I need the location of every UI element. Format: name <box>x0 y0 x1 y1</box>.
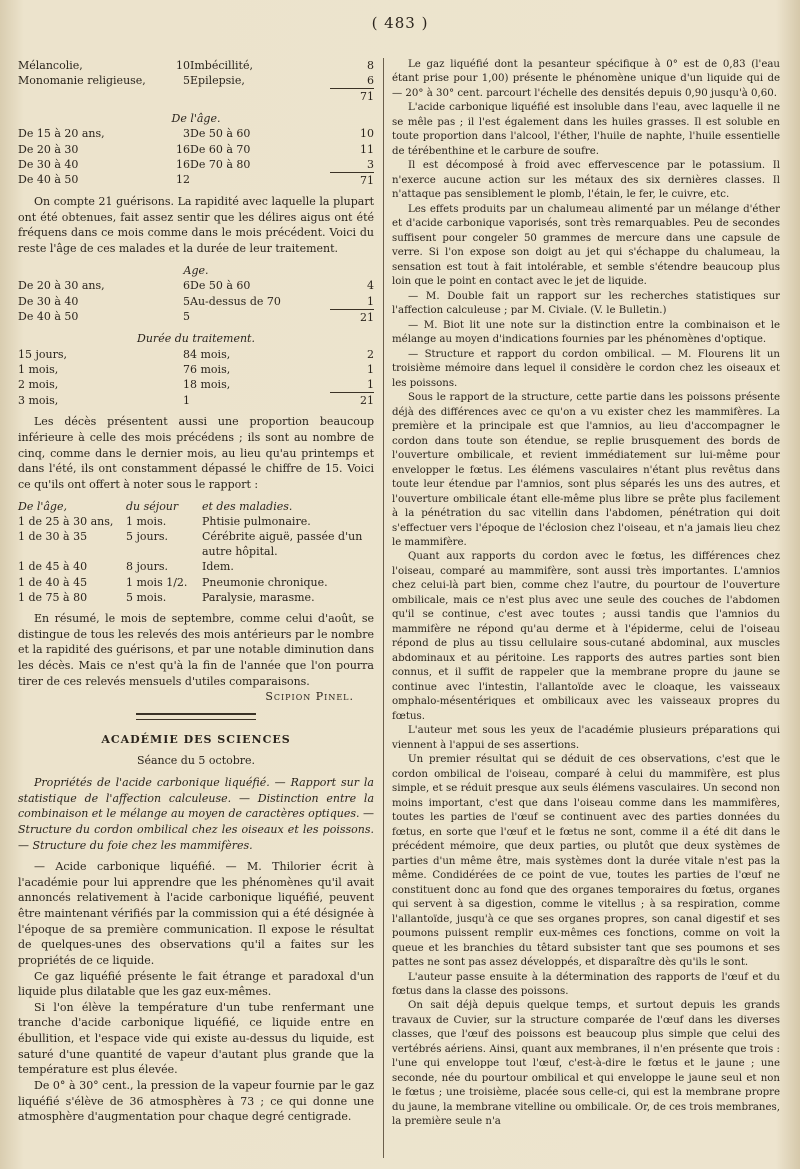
table-row <box>18 278 374 293</box>
table-cell: 6 mois, <box>190 362 231 376</box>
table-row <box>18 347 374 362</box>
table-cell: Paralysie, marasme. <box>202 590 315 604</box>
paragraph-temperature: Si l'on élève la température d'un tube renfermant une tranche d'acide carbonique liquéfié, ce liquide entre en ébullition, et l'espace vide qui existe au-dessus du liquide, est saturé d'une quantité de vapeur d'autant plus grande que la température est plus élevée. <box>18 1000 374 1077</box>
seance-date: Séance du 5 octobre. <box>136 754 256 768</box>
table-cell: 1 <box>367 362 374 376</box>
table-row <box>18 559 374 574</box>
table-cell: Cérébrite aiguë, passée d'un autre hôpital. <box>202 530 363 559</box>
table-cell: 8 <box>367 59 374 72</box>
table-cell: 3 <box>367 157 374 171</box>
paragraph: L'auteur met sous les yeux de l'académie plusieurs préparations qui viennent à l'appui de ses assertions. <box>392 725 780 751</box>
table-cell: Au-dessus de 70 <box>190 294 281 308</box>
table-row <box>18 89 374 105</box>
table-cell: 8 <box>183 347 190 361</box>
table-cell: Epilepsie, <box>190 74 245 88</box>
table-cell: De 20 à 30 ans, <box>18 279 105 293</box>
table-cell: 4 <box>367 279 374 293</box>
table-cell <box>190 89 330 105</box>
table-cell: 5 mois. <box>126 590 167 604</box>
paragraph-resume: En résumé, le mois de septembre, comme celui d'août, se distingue de tous les relevés des mois antérieurs par le nombre et la rapidité des guérisons, et par une notable diminution dans les décès. Mais ce n'est qu'à la fin de l'année que l'on pourra tirer de ces relevés mensuels d'utiles comparaisons. <box>18 612 374 688</box>
section-ornament <box>136 713 256 720</box>
table-cell: 16 <box>176 157 190 171</box>
table-cell: 1 <box>367 378 374 391</box>
table-cell: Idem. <box>202 560 234 574</box>
table-cell: 3 <box>183 127 190 141</box>
table-cell: 11 <box>360 142 374 156</box>
table-row <box>18 294 374 310</box>
table-row <box>18 126 374 141</box>
table-row <box>18 362 374 377</box>
paragraph-gaz-dilatable: Ce gaz liquéfié présente le fait étrange et paradoxal d'un liquide plus dilatable que les gaz eux-mêmes. <box>18 969 374 999</box>
table-cell: 71 <box>330 172 374 188</box>
table-cell <box>190 393 330 409</box>
section-title-academie: ACADÉMIE DES SCIENCES <box>101 732 291 746</box>
paragraph: Le gaz liquéfié dont la pesanteur spécifique à 0° est de 0,83 (l'eau étant prise pour 1,00) présente le phénomène unique d'un liquide qui de — 20° à 30° cent. parcourt l'échelle des densités depuis 0,90 jusqu'à 0,60. <box>392 59 780 99</box>
table-cell: 12 <box>176 173 190 187</box>
paragraph: Quant aux rapports du cordon avec le fœtus, les différences chez l'oiseau, comparé au mammifère, sont aussi très importantes. L'amnios chez celui-là part bien, comme chez l'autre, du pourtour de l'ouverture ombilicale, mais ce n'est plus avec une seule des couches de l'abdomen qu'il se continue, c'est avec toutes ; aussi tandis que l'amnios du mammifère ne répond qu'au derme et à l'épiderme, celui de l'oiseau répond de plus au tissu cellulaire sous-cutané abdominal, aux muscles abdominaux et au péritoine. Les rapports des autres parties sont bien connus, et il suffit de rappeler que la membrane propre du jaune se continue avec l'intestin, l'allantoïde avec le cloaque, les vaisseaux omphalo-mésentériques et ombilicaux avec les vaisseaux propres du fœtus. <box>392 551 780 722</box>
stats-table-age-2 <box>18 278 374 325</box>
paragraph-deces: Les décès présentent aussi une proportion beaucoup inférieure à celle des mois précédens ; ils sont au nombre de cinq, comme dans le dernier mois, au lieu qu'au printemps et dans l'été, ils ont constamment dépassé le chiffre de 15. Voici ce qu'ils ont offert à noter sous le rapport : <box>18 415 374 491</box>
table-cell: 6 <box>367 74 374 88</box>
table-row <box>18 377 374 393</box>
table-cell: Imbécillité, <box>190 59 253 72</box>
table-cell: 15 jours, <box>18 347 68 361</box>
table-cell: 5 <box>183 310 190 324</box>
table-row <box>18 142 374 157</box>
table-cell: 1 <box>183 378 190 391</box>
table-cell: De 40 à 50 <box>18 173 79 187</box>
table-cell: 10 <box>360 127 374 141</box>
paragraph-acide-carbonique: — Acide carbonique liquéfié. — M. Thilorier écrit à l'académie pour lui apprendre que les phénomènes qu'il avait annoncés relativement à l'acide carbonique liquéfié, peuvent être maintenant vérifiés par la commission qui a été désignée à l'époque de sa première communication. Il expose le résultat de quelques-unes des observations qu'il a faites sur les propriétés de ce liquide. <box>18 860 374 967</box>
page-number: ( 483 ) <box>371 14 429 32</box>
table-cell: Pneumonie chronique. <box>202 575 328 589</box>
stats-table-age <box>18 126 374 188</box>
table-row <box>18 514 374 529</box>
table-cell: 1 <box>367 294 374 308</box>
deaths-head-stay: du séjour <box>126 499 179 513</box>
seance-summary: Propriétés de l'acide carbonique liquéfié. — Rapport sur la statistique de l'affection calculeuse. — Distinction entre la combinaison et le mélange au moyen de caractères optiques. — Structure du cordon ombilical chez les oiseaux et les poissons. — Structure du foie chez les mammifères. <box>18 776 374 852</box>
table-cell: De 40 à 50 <box>18 310 79 324</box>
table-cell: 21 <box>330 309 374 325</box>
table-cell <box>18 89 168 105</box>
table-cell: 2 mois, <box>18 378 59 391</box>
table-cell: 16 <box>176 142 190 156</box>
table-row <box>18 575 374 590</box>
table-cell: De 15 à 20 ans, <box>18 127 105 141</box>
table-cell: 6 <box>183 279 190 293</box>
table-cell <box>190 172 330 188</box>
paragraph: Sous le rapport de la structure, cette partie dans les poissons présente déjà des différences avec ce qu'on a vu exister chez les mammifères. La première et la principale est que l'amnios, au lieu d'accompagner le cordon dans toute son étendue, se replie brusquement des bords de l'ouverture ombilicale, et revient immédiatement sur lui-même pour envelopper le fœtus. Les élémens vasculaires n'étant plus revêtus dans toute leur étendue par l'amnios, sont plus séparés les uns des autres, et l'ouverture ombilicale étant elle-même plus libre se prête plus facilement à la pénétration du sac vitellin dans l'abdomen, pénétration qui doit s'effectuer vers l'époque de l'éclosion chez l'oiseau, et n'a jamais lieu chez le mammifère. <box>392 392 780 548</box>
table-row <box>18 172 374 188</box>
paragraph-pression: De 0° à 30° cent., la pression de la vapeur fournie par le gaz liquéfié s'élève de 36 atmosphères à 73 ; ce qui donne une atmosphère d'augmentation pour chaque degré centigrade. <box>18 1078 374 1124</box>
table-cell: 5 <box>183 294 190 308</box>
table-cell <box>168 89 190 105</box>
table-row <box>18 73 374 89</box>
right-column <box>392 58 780 1130</box>
table-cell: 1 de 30 à 35 <box>18 530 88 543</box>
column-divider <box>383 58 384 1158</box>
paragraph: Les effets produits par un chalumeau alimenté par un mélange d'éther et d'acide carbonique vaporisés, sont très remarquables. Peu de secondes suffisent pour congeler 50 grammes de mercure dans une capsule de verre. Si l'on expose son doigt au jet qui s'échappe du chalumeau, la sensation est tout à fait intolérable, et semble s'étendre beaucoup plus loin que le point en contact avec le jet de liquide. <box>392 203 780 288</box>
paragraph: On sait déjà depuis quelque temps, et surtout depuis les grands travaux de Cuvier, sur la structure comparée de l'œuf dans les diverses classes, que l'œuf des poissons est beaucoup plus simple que celui des vertébrés aériens. Ainsi, quant aux membranes, il n'en présente que trois : l'une qui enveloppe tout l'œuf, c'est-à-dire le fœtus et le jaune ; une seconde, née du pourtour ombilical et qui enveloppe le jaune seul et non le fœtus ; une troisième, placée sous celle-ci, qui est la membrane propre du jaune, la membrane vitelline ou ombilicale. Or, de ces trois membranes, la première seule n'a <box>392 1000 780 1128</box>
table-row <box>18 58 374 73</box>
table-cell: 1 de 40 à 45 <box>18 575 88 589</box>
table-cell: 3 mois, <box>18 393 59 407</box>
table-cell: Phtisie pulmonaire. <box>202 514 311 528</box>
deaths-head-disease: et des maladies. <box>202 499 293 513</box>
paragraph: — M. Double fait un rapport sur les recherches statistiques sur l'affection calculeuse ; par M. Civiale. (V. le Bulletin.) <box>392 290 780 317</box>
table-cell: 71 <box>330 89 374 105</box>
table-cell: 8 mois, <box>190 378 231 391</box>
table-title-duration: Durée du traitement. <box>137 331 255 345</box>
table-cell: 1 mois. <box>126 514 167 528</box>
table-cell: 4 mois, <box>190 347 231 361</box>
table-cell: 8 jours. <box>126 560 169 574</box>
table-row <box>18 590 374 605</box>
paragraph: Un premier résultat qui se déduit de ces observations, c'est que le cordon ombilical de l'oiseau, comparé à celui du mammifère, est plus simple, et se réduit presque aux seuls élémens vasculaires. Un second non moins important, c'est que dans l'oiseau comme dans les mammifères, toutes les parties de l'œuf se continuent avec des parties données du fœtus, en sorte que l'œuf et le fœtus ne sont, comme il a été dit dans le précédent mémoire, que deux parties, ou plutôt que deux systèmes de parties d'un même être, mais systèmes dont la durée vitale n'est pas la même. Condidérées de ce point de vue, toutes les parties de l'œuf ne constituent donc au fond que des organes temporaires du fœtus, organes qui servent à sa digestion, comme le vitellus ; à sa respiration, comme l'allantoïde, jusqu'à ce que ses organes propres, son canal digestif et ses poumons puissent remplir eux-mêmes ces fonctions, comme on voit la queue et les branchies du têtard subsister tant que ses poumons et ses pattes ne sont pas assez développés, et disparaître dès qu'ils le sont. <box>392 754 780 969</box>
table-cell: 1 <box>183 393 190 407</box>
paragraph-guerisons: On compte 21 guérisons. La rapidité avec laquelle la plupart ont été obtenues, fait assez sentir que les délires aigus ont été fréquens dans ce mois comme dans le mois précédent. Voici du reste l'âge de ces malades et la durée de leur traitement. <box>18 195 374 256</box>
stats-table-duration <box>18 347 374 409</box>
table-cell: 5 <box>183 74 190 88</box>
table-cell: 1 de 75 à 80 <box>18 590 88 604</box>
table-cell: Mélancolie, <box>18 59 83 72</box>
table-cell: De 60 à 70 <box>190 142 251 156</box>
left-column <box>18 58 374 1125</box>
table-row <box>18 157 374 173</box>
table-cell: De 50 à 60 <box>190 279 251 293</box>
table-cell <box>190 309 330 325</box>
paragraph: L'acide carbonique liquéfié est insoluble dans l'eau, avec laquelle il ne se mêle pas ; il l'est également dans les huiles grasses. Il est soluble en toute proportion dans l'alcool, l'éther, l'huile de naphte, l'huile essentielle de térébenthine et le carbure de soufre. <box>392 102 780 157</box>
signature: Scipion Pinel. <box>265 690 354 704</box>
paragraph: — Structure et rapport du cordon ombilical. — M. Flourens lit un troisième mémoire dans lequel il considère le cordon chez les oiseaux et les poissons. <box>392 348 780 389</box>
table-cell: 7 <box>183 362 190 376</box>
table-title-age-2: Age. <box>183 263 209 277</box>
paragraph: L'auteur passe ensuite à la détermination des rapports de l'œuf et du fœtus dans la classe des poissons. <box>392 971 780 997</box>
stats-table-diseases <box>18 58 374 105</box>
deaths-table <box>18 499 374 606</box>
table-cell: 1 mois 1/2. <box>126 575 188 589</box>
table-row <box>18 529 374 559</box>
table-cell: De 20 à 30 <box>18 142 79 156</box>
table-row <box>18 309 374 325</box>
table-cell: De 50 à 60 <box>190 127 251 141</box>
table-cell: 1 de 25 à 30 ans, <box>18 514 114 528</box>
table-cell: 1 mois, <box>18 362 59 376</box>
table-cell: 10 <box>176 59 190 72</box>
table-cell: 1 de 45 à 40 <box>18 560 88 574</box>
table-title-age: De l'âge. <box>171 111 221 125</box>
table-cell: 21 <box>330 393 374 409</box>
table-cell: 2 <box>367 347 374 361</box>
table-cell: De 30 à 40 <box>18 294 79 308</box>
deaths-head-age: De l'âge, <box>18 499 67 513</box>
paragraph: — M. Biot lit une note sur la distinction entre la combinaison et le mélange au moyen d'indications fournies par les phénomènes d'optique. <box>392 319 780 346</box>
table-row <box>18 393 374 409</box>
table-cell: Monomanie religieuse, <box>18 74 146 88</box>
paragraph: Il est décomposé à froid avec effervescence par le potassium. Il n'exerce aucune action sur les métaux des six dernières classes. Il n'attaque pas sensiblement le plomb, l'étain, le fer, le cuivre, etc. <box>392 160 780 201</box>
table-cell: De 30 à 40 <box>18 157 79 171</box>
table-cell: De 70 à 80 <box>190 157 251 171</box>
table-cell: 5 jours. <box>126 530 169 543</box>
